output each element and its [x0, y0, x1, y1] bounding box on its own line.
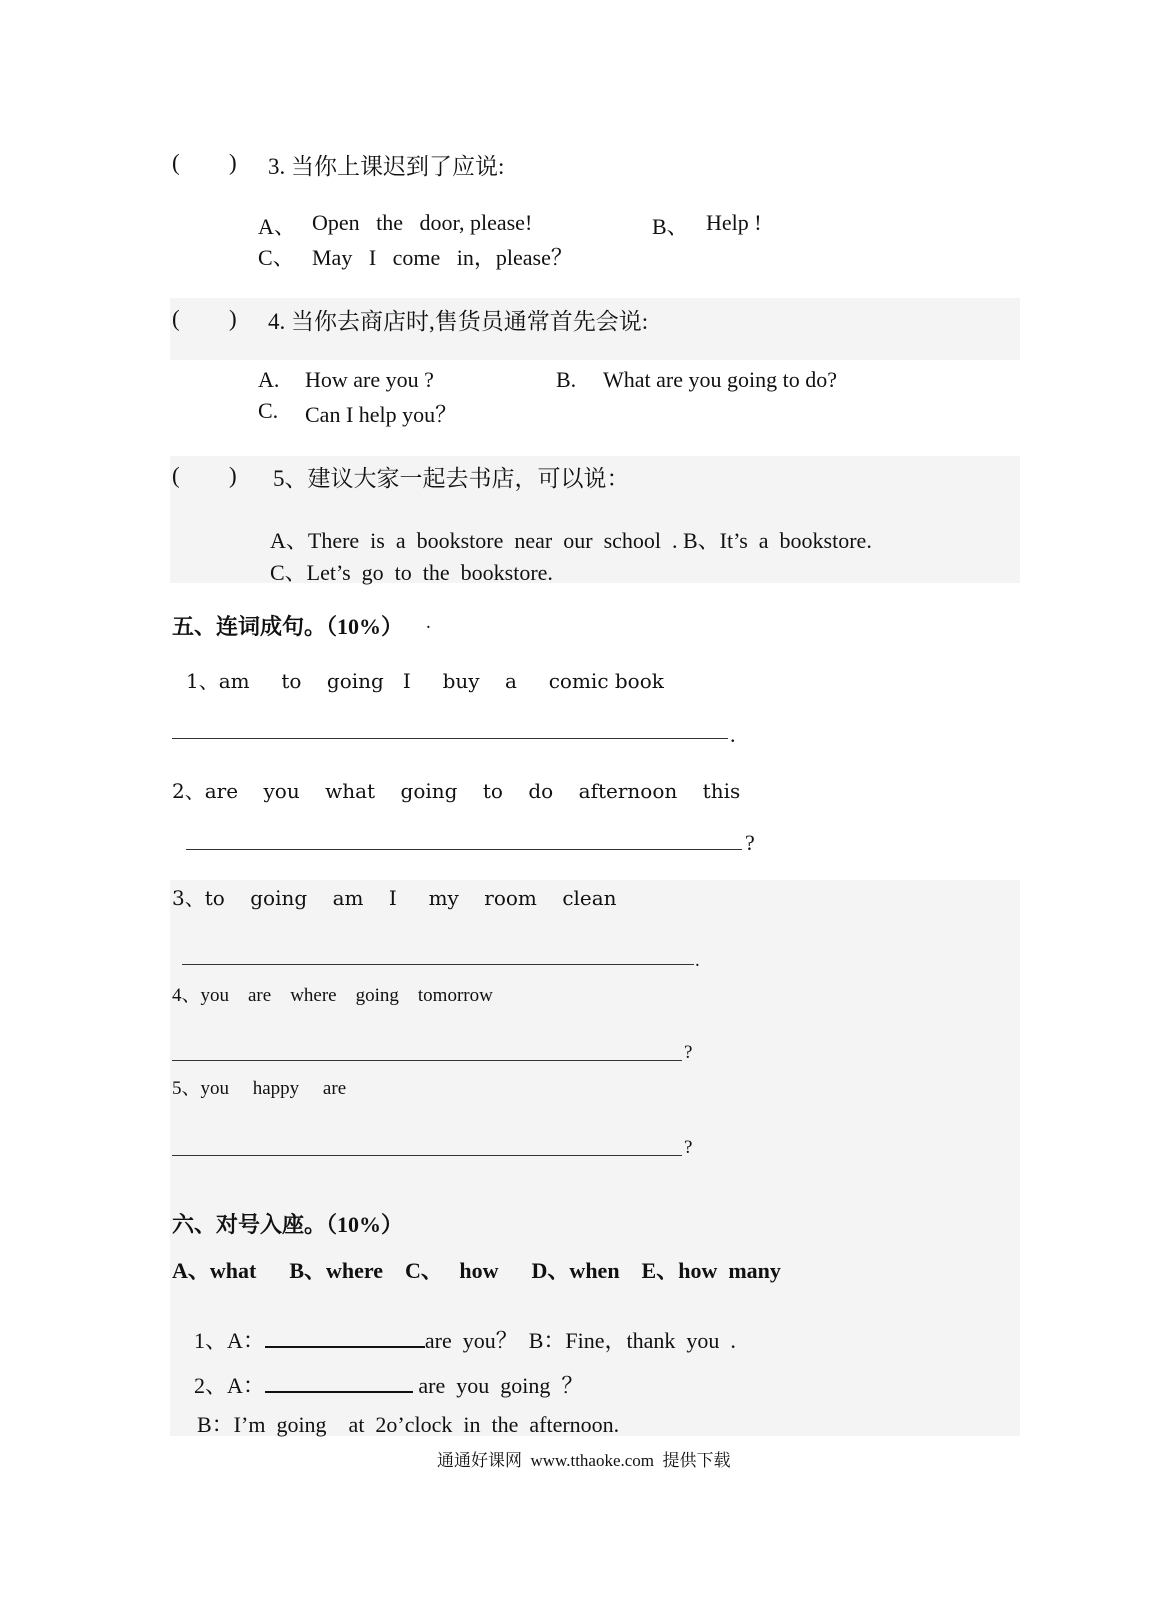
q4-option-c-label: C. [258, 398, 279, 423]
s5-item-3: 3、to going am I my room clean [172, 886, 617, 910]
q5-prompt: 5、建议大家一起去书店，可以说： [273, 466, 630, 491]
s5-answer-line-3[interactable] [182, 964, 694, 965]
footer-credit: 通通好课网 www.tthaoke.com 提供下载 [437, 1451, 731, 1470]
s5-item-5: 5、you happy are [172, 1078, 347, 1099]
s5-item-1: 1、am to going I buy a comic book [186, 669, 664, 693]
s6-blank-2[interactable] [265, 1371, 413, 1393]
section-5-title: 五、连词成句。（10%） [172, 614, 404, 639]
section-6-options: A、what B、where C、 how D、when E、how many [172, 1258, 781, 1283]
q3-option-a-label: A、 [258, 214, 296, 239]
s5-item-4-end: ? [684, 1042, 693, 1063]
q4-option-b-label: B. [556, 367, 577, 392]
q4-option-a-label: A. [258, 367, 280, 392]
q4-paren-close: ) [229, 306, 237, 331]
s5-item-5-end: ? [684, 1137, 693, 1158]
q3-paren-open: ( [172, 150, 180, 175]
q3-prompt: 3. 当你上课迟到了应说: [268, 154, 505, 179]
q4-paren-open: ( [172, 306, 180, 331]
s5-item-1-end: . [730, 722, 736, 747]
s5-item-2-end: ? [745, 830, 755, 855]
s6-item-2-answer: B：I’m going at 2o’clock in the afternoon. [197, 1412, 620, 1437]
s6-item-1-prefix: 1、A： [194, 1328, 265, 1353]
s6-item-2-after: are you going ？ [412, 1373, 584, 1398]
s5-answer-line-4[interactable] [172, 1060, 682, 1061]
q3-option-b-label: B、 [652, 214, 689, 239]
s5-item-3-end: . [695, 950, 700, 971]
q3-paren-close: ) [229, 150, 237, 175]
section-5-title-dot: . [426, 612, 431, 633]
s5-item-2: 2、are you what going to do afternoon this [172, 779, 741, 803]
q4-option-c: Can I help you？ [305, 402, 458, 427]
q4-prompt: 4. 当你去商店时,售货员通常首先会说: [268, 309, 649, 334]
s5-answer-line-1[interactable] [172, 738, 728, 739]
s5-item-4: 4、you are where going tomorrow [172, 985, 493, 1006]
q5-paren-close: ) [229, 463, 237, 488]
q5-options-line-2: C、Let’s go to the bookstore. [270, 560, 553, 585]
s6-item-1-after: are you？ B：Fine，thank you . [424, 1328, 736, 1353]
s5-answer-line-5[interactable] [172, 1155, 682, 1156]
q5-paren-open: ( [172, 463, 180, 488]
s6-item-2-prefix: 2、A： [194, 1373, 265, 1398]
q3-option-c: May I come in，please？ [312, 245, 573, 270]
q4-option-b: What are you going to do? [603, 367, 837, 392]
s5-answer-line-2[interactable] [186, 849, 742, 850]
section-6-title: 六、对号入座。（10%） [172, 1212, 404, 1237]
q5-options-line-1: A、There is a bookstore near our school . B、It’s a bookstore. [270, 528, 872, 553]
q3-option-b: Help ! [706, 210, 762, 235]
q3-option-a: Open the door, please! [312, 210, 533, 235]
q3-option-c-label: C、 [258, 245, 295, 270]
q4-option-a: How are you ? [305, 367, 434, 392]
